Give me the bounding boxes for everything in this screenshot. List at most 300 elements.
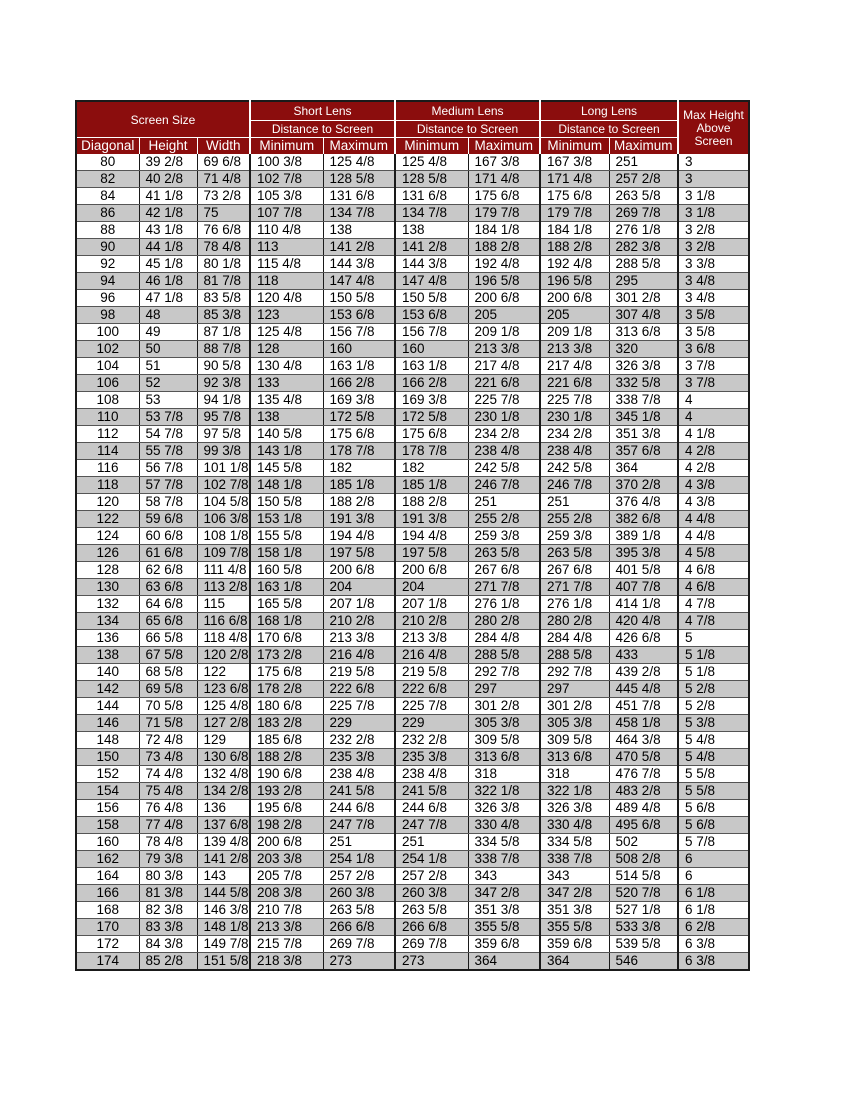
short-min-cell: 113 <box>250 239 323 256</box>
long-min-cell: 355 5/8 <box>540 919 609 936</box>
width-cell: 146 3/8 <box>197 902 250 919</box>
short-max-cell: 200 6/8 <box>323 562 395 579</box>
short-min-cell: 175 6/8 <box>250 664 323 681</box>
long-max-cell: 527 1/8 <box>609 902 678 919</box>
max-height-cell: 3 4/8 <box>678 273 749 290</box>
height-cell: 77 4/8 <box>139 817 197 834</box>
medium-max-cell: 355 5/8 <box>468 919 540 936</box>
medium-min-cell: 160 <box>395 341 468 358</box>
long-max-cell: 376 4/8 <box>609 494 678 511</box>
long-min-cell: 192 4/8 <box>540 256 609 273</box>
short-max-cell: 125 4/8 <box>323 154 395 171</box>
short-min-cell: 153 1/8 <box>250 511 323 528</box>
short-min-cell: 110 4/8 <box>250 222 323 239</box>
medium-min-cell: 232 2/8 <box>395 732 468 749</box>
medium-max-cell: 364 <box>468 953 540 971</box>
diagonal-cell: 124 <box>76 528 139 545</box>
medium-max-cell: 318 <box>468 766 540 783</box>
diagonal-cell: 110 <box>76 409 139 426</box>
width-cell: 76 6/8 <box>197 222 250 239</box>
medium-max-cell: 225 7/8 <box>468 392 540 409</box>
height-cell: 44 1/8 <box>139 239 197 256</box>
long-min-cell: 255 2/8 <box>540 511 609 528</box>
medium-max-cell: 359 6/8 <box>468 936 540 953</box>
short-min-cell: 143 1/8 <box>250 443 323 460</box>
short-min-cell: 170 6/8 <box>250 630 323 647</box>
short-min-cell: 145 5/8 <box>250 460 323 477</box>
height-cell: 83 3/8 <box>139 919 197 936</box>
height-column-header: Height <box>139 138 197 155</box>
long-max-column-header: Maximum <box>609 138 678 155</box>
long-min-cell: 267 6/8 <box>540 562 609 579</box>
medium-min-column-header: Minimum <box>395 138 468 155</box>
medium-max-cell: 209 1/8 <box>468 324 540 341</box>
height-cell: 52 <box>139 375 197 392</box>
long-min-cell: 230 1/8 <box>540 409 609 426</box>
medium-min-cell: 200 6/8 <box>395 562 468 579</box>
max-height-cell: 5 6/8 <box>678 817 749 834</box>
diagonal-cell: 100 <box>76 324 139 341</box>
short-max-cell: 153 6/8 <box>323 307 395 324</box>
short-max-cell: 147 4/8 <box>323 273 395 290</box>
short-max-cell: 150 5/8 <box>323 290 395 307</box>
medium-max-cell: 297 <box>468 681 540 698</box>
width-cell: 88 7/8 <box>197 341 250 358</box>
table-row <box>76 579 749 596</box>
medium-min-cell: 188 2/8 <box>395 494 468 511</box>
long-min-cell: 234 2/8 <box>540 426 609 443</box>
medium-lens-distance-header: Distance to Screen <box>395 121 540 138</box>
short-max-cell: 197 5/8 <box>323 545 395 562</box>
width-cell: 130 6/8 <box>197 749 250 766</box>
medium-min-cell: 175 6/8 <box>395 426 468 443</box>
short-min-cell: 173 2/8 <box>250 647 323 664</box>
diagonal-cell: 114 <box>76 443 139 460</box>
short-max-cell: 144 3/8 <box>323 256 395 273</box>
short-max-cell: 232 2/8 <box>323 732 395 749</box>
medium-min-cell: 138 <box>395 222 468 239</box>
max-height-cell: 5 2/8 <box>678 698 749 715</box>
max-height-cell: 4 3/8 <box>678 477 749 494</box>
width-cell: 104 5/8 <box>197 494 250 511</box>
width-cell: 95 7/8 <box>197 409 250 426</box>
short-max-cell: 207 1/8 <box>323 596 395 613</box>
table-row <box>76 426 749 443</box>
medium-max-cell: 234 2/8 <box>468 426 540 443</box>
short-max-cell: 213 3/8 <box>323 630 395 647</box>
height-cell: 39 2/8 <box>139 154 197 171</box>
long-max-cell: 489 4/8 <box>609 800 678 817</box>
medium-max-cell: 238 4/8 <box>468 443 540 460</box>
medium-min-cell: 213 3/8 <box>395 630 468 647</box>
diagonal-cell: 118 <box>76 477 139 494</box>
table-row <box>76 477 749 494</box>
diagonal-cell: 122 <box>76 511 139 528</box>
max-height-cell: 3 3/8 <box>678 256 749 273</box>
width-cell: 136 <box>197 800 250 817</box>
max-height-cell: 4 <box>678 409 749 426</box>
height-cell: 50 <box>139 341 197 358</box>
short-min-cell: 120 4/8 <box>250 290 323 307</box>
medium-max-cell: 246 7/8 <box>468 477 540 494</box>
table-row <box>76 392 749 409</box>
table-row <box>76 562 749 579</box>
table-row <box>76 732 749 749</box>
medium-max-cell: 259 3/8 <box>468 528 540 545</box>
medium-min-cell: 269 7/8 <box>395 936 468 953</box>
medium-max-cell: 188 2/8 <box>468 239 540 256</box>
short-max-cell: 254 1/8 <box>323 851 395 868</box>
medium-max-cell: 351 3/8 <box>468 902 540 919</box>
medium-min-cell: 178 7/8 <box>395 443 468 460</box>
long-max-cell: 382 6/8 <box>609 511 678 528</box>
short-max-cell: 238 4/8 <box>323 766 395 783</box>
diagonal-cell: 90 <box>76 239 139 256</box>
height-cell: 85 2/8 <box>139 953 197 971</box>
width-cell: 118 4/8 <box>197 630 250 647</box>
long-min-cell: 305 3/8 <box>540 715 609 732</box>
short-min-cell: 148 1/8 <box>250 477 323 494</box>
short-min-cell: 100 3/8 <box>250 154 323 171</box>
medium-min-cell: 260 3/8 <box>395 885 468 902</box>
medium-max-cell: 301 2/8 <box>468 698 540 715</box>
medium-max-column-header: Maximum <box>468 138 540 155</box>
medium-max-cell: 213 3/8 <box>468 341 540 358</box>
long-max-cell: 257 2/8 <box>609 171 678 188</box>
height-cell: 69 5/8 <box>139 681 197 698</box>
short-max-cell: 128 5/8 <box>323 171 395 188</box>
long-max-cell: 426 6/8 <box>609 630 678 647</box>
diagonal-cell: 156 <box>76 800 139 817</box>
width-cell: 113 2/8 <box>197 579 250 596</box>
long-max-cell: 439 2/8 <box>609 664 678 681</box>
long-min-cell: 238 4/8 <box>540 443 609 460</box>
long-min-cell: 297 <box>540 681 609 698</box>
width-cell: 94 1/8 <box>197 392 250 409</box>
short-min-cell: 178 2/8 <box>250 681 323 698</box>
table-row <box>76 511 749 528</box>
max-height-cell: 3 7/8 <box>678 358 749 375</box>
height-cell: 51 <box>139 358 197 375</box>
long-min-cell: 225 7/8 <box>540 392 609 409</box>
width-cell: 92 3/8 <box>197 375 250 392</box>
long-max-cell: 326 3/8 <box>609 358 678 375</box>
medium-max-cell: 175 6/8 <box>468 188 540 205</box>
medium-min-cell: 156 7/8 <box>395 324 468 341</box>
max-height-header: Max Height Above Screen <box>678 101 749 154</box>
long-lens-distance-header: Distance to Screen <box>540 121 678 138</box>
short-min-cell: 183 2/8 <box>250 715 323 732</box>
short-max-cell: 175 6/8 <box>323 426 395 443</box>
short-min-cell: 205 7/8 <box>250 868 323 885</box>
max-height-cell: 6 3/8 <box>678 953 749 971</box>
table-row <box>76 613 749 630</box>
max-height-cell: 5 1/8 <box>678 647 749 664</box>
short-min-cell: 130 4/8 <box>250 358 323 375</box>
width-cell: 143 <box>197 868 250 885</box>
long-max-cell: 539 5/8 <box>609 936 678 953</box>
long-min-cell: 242 5/8 <box>540 460 609 477</box>
long-min-cell: 292 7/8 <box>540 664 609 681</box>
long-min-cell: 167 3/8 <box>540 154 609 171</box>
diagonal-cell: 98 <box>76 307 139 324</box>
height-cell: 45 1/8 <box>139 256 197 273</box>
max-height-cell: 6 1/8 <box>678 885 749 902</box>
table-body <box>76 154 749 970</box>
width-cell: 109 7/8 <box>197 545 250 562</box>
long-min-cell: 213 3/8 <box>540 341 609 358</box>
short-max-cell: 138 <box>323 222 395 239</box>
max-height-cell: 3 7/8 <box>678 375 749 392</box>
short-min-cell: 200 6/8 <box>250 834 323 851</box>
long-max-cell: 458 1/8 <box>609 715 678 732</box>
height-cell: 84 3/8 <box>139 936 197 953</box>
diagonal-cell: 136 <box>76 630 139 647</box>
long-max-cell: 433 <box>609 647 678 664</box>
short-max-cell: 273 <box>323 953 395 971</box>
medium-max-cell: 242 5/8 <box>468 460 540 477</box>
short-max-cell: 169 3/8 <box>323 392 395 409</box>
height-cell: 76 4/8 <box>139 800 197 817</box>
long-min-cell: 221 6/8 <box>540 375 609 392</box>
table-row <box>76 358 749 375</box>
short-max-cell: 182 <box>323 460 395 477</box>
max-height-cell: 3 2/8 <box>678 239 749 256</box>
long-min-cell: 171 4/8 <box>540 171 609 188</box>
diagonal-cell: 154 <box>76 783 139 800</box>
height-cell: 46 1/8 <box>139 273 197 290</box>
medium-min-cell: 251 <box>395 834 468 851</box>
long-max-cell: 470 5/8 <box>609 749 678 766</box>
diagonal-cell: 106 <box>76 375 139 392</box>
short-max-cell: 185 1/8 <box>323 477 395 494</box>
table-row <box>76 188 749 205</box>
medium-max-cell: 251 <box>468 494 540 511</box>
diagonal-cell: 160 <box>76 834 139 851</box>
short-max-cell: 160 <box>323 341 395 358</box>
medium-max-cell: 255 2/8 <box>468 511 540 528</box>
long-min-cell: 284 4/8 <box>540 630 609 647</box>
medium-max-cell: 305 3/8 <box>468 715 540 732</box>
table-row <box>76 341 749 358</box>
height-cell: 55 7/8 <box>139 443 197 460</box>
diagonal-cell: 138 <box>76 647 139 664</box>
diagonal-cell: 140 <box>76 664 139 681</box>
diagonal-cell: 116 <box>76 460 139 477</box>
medium-max-cell: 347 2/8 <box>468 885 540 902</box>
short-min-cell: 210 7/8 <box>250 902 323 919</box>
long-max-cell: 332 5/8 <box>609 375 678 392</box>
height-cell: 42 1/8 <box>139 205 197 222</box>
medium-min-cell: 207 1/8 <box>395 596 468 613</box>
medium-min-cell: 144 3/8 <box>395 256 468 273</box>
medium-min-cell: 241 5/8 <box>395 783 468 800</box>
medium-min-cell: 238 4/8 <box>395 766 468 783</box>
width-cell: 85 3/8 <box>197 307 250 324</box>
height-cell: 80 3/8 <box>139 868 197 885</box>
short-min-cell: 125 4/8 <box>250 324 323 341</box>
short-min-cell: 163 1/8 <box>250 579 323 596</box>
height-cell: 40 2/8 <box>139 171 197 188</box>
long-min-cell: 313 6/8 <box>540 749 609 766</box>
height-cell: 74 4/8 <box>139 766 197 783</box>
height-cell: 54 7/8 <box>139 426 197 443</box>
height-cell: 57 7/8 <box>139 477 197 494</box>
screen-size-header: Screen Size <box>76 101 250 138</box>
height-cell: 58 7/8 <box>139 494 197 511</box>
short-max-cell: 131 6/8 <box>323 188 395 205</box>
max-height-cell: 6 2/8 <box>678 919 749 936</box>
long-min-column-header: Minimum <box>540 138 609 155</box>
max-height-cell: 4 <box>678 392 749 409</box>
short-max-cell: 263 5/8 <box>323 902 395 919</box>
table-row <box>76 681 749 698</box>
medium-max-cell: 230 1/8 <box>468 409 540 426</box>
medium-max-cell: 322 1/8 <box>468 783 540 800</box>
long-max-cell: 476 7/8 <box>609 766 678 783</box>
long-min-cell: 322 1/8 <box>540 783 609 800</box>
short-max-cell: 188 2/8 <box>323 494 395 511</box>
medium-max-cell: 309 5/8 <box>468 732 540 749</box>
max-height-cell: 4 2/8 <box>678 443 749 460</box>
diagonal-cell: 80 <box>76 154 139 171</box>
table-row <box>76 375 749 392</box>
max-height-cell: 5 4/8 <box>678 749 749 766</box>
width-cell: 83 5/8 <box>197 290 250 307</box>
height-cell: 63 6/8 <box>139 579 197 596</box>
long-max-cell: 364 <box>609 460 678 477</box>
table-row <box>76 324 749 341</box>
width-cell: 99 3/8 <box>197 443 250 460</box>
short-max-column-header: Maximum <box>323 138 395 155</box>
long-max-cell: 320 <box>609 341 678 358</box>
max-height-cell: 3 1/8 <box>678 188 749 205</box>
short-max-cell: 191 3/8 <box>323 511 395 528</box>
width-cell: 80 1/8 <box>197 256 250 273</box>
table-row <box>76 868 749 885</box>
long-max-cell: 269 7/8 <box>609 205 678 222</box>
medium-min-cell: 147 4/8 <box>395 273 468 290</box>
short-max-cell: 134 7/8 <box>323 205 395 222</box>
table-row <box>76 222 749 239</box>
max-height-cell: 4 1/8 <box>678 426 749 443</box>
width-cell: 116 6/8 <box>197 613 250 630</box>
diagonal-cell: 168 <box>76 902 139 919</box>
long-min-cell: 259 3/8 <box>540 528 609 545</box>
long-min-cell: 351 3/8 <box>540 902 609 919</box>
table-row <box>76 715 749 732</box>
long-min-cell: 209 1/8 <box>540 324 609 341</box>
diagonal-cell: 134 <box>76 613 139 630</box>
medium-max-cell: 196 5/8 <box>468 273 540 290</box>
height-cell: 48 <box>139 307 197 324</box>
height-cell: 79 3/8 <box>139 851 197 868</box>
long-max-cell: 276 1/8 <box>609 222 678 239</box>
medium-min-cell: 225 7/8 <box>395 698 468 715</box>
long-min-cell: 179 7/8 <box>540 205 609 222</box>
long-max-cell: 401 5/8 <box>609 562 678 579</box>
max-height-cell: 5 3/8 <box>678 715 749 732</box>
short-min-cell: 150 5/8 <box>250 494 323 511</box>
short-min-cell: 185 6/8 <box>250 732 323 749</box>
width-cell: 78 4/8 <box>197 239 250 256</box>
table-row <box>76 664 749 681</box>
medium-max-cell: 292 7/8 <box>468 664 540 681</box>
table-row <box>76 902 749 919</box>
long-max-cell: 464 3/8 <box>609 732 678 749</box>
diagonal-cell: 112 <box>76 426 139 443</box>
long-min-cell: 364 <box>540 953 609 971</box>
table-row <box>76 749 749 766</box>
height-cell: 43 1/8 <box>139 222 197 239</box>
long-max-cell: 407 7/8 <box>609 579 678 596</box>
table-row <box>76 919 749 936</box>
height-cell: 41 1/8 <box>139 188 197 205</box>
table-row <box>76 409 749 426</box>
short-lens-distance-header: Distance to Screen <box>250 121 395 138</box>
short-min-cell: 180 6/8 <box>250 698 323 715</box>
max-height-cell: 6 1/8 <box>678 902 749 919</box>
height-cell: 70 5/8 <box>139 698 197 715</box>
width-cell: 97 5/8 <box>197 426 250 443</box>
medium-min-cell: 244 6/8 <box>395 800 468 817</box>
short-max-cell: 225 7/8 <box>323 698 395 715</box>
long-max-cell: 288 5/8 <box>609 256 678 273</box>
max-height-cell: 4 6/8 <box>678 579 749 596</box>
table-row <box>76 290 749 307</box>
short-min-cell: 203 3/8 <box>250 851 323 868</box>
long-max-cell: 395 3/8 <box>609 545 678 562</box>
diagonal-cell: 150 <box>76 749 139 766</box>
height-cell: 82 3/8 <box>139 902 197 919</box>
short-max-cell: 141 2/8 <box>323 239 395 256</box>
table-row <box>76 528 749 545</box>
table-row <box>76 256 749 273</box>
table-row <box>76 460 749 477</box>
long-min-cell: 276 1/8 <box>540 596 609 613</box>
height-cell: 60 6/8 <box>139 528 197 545</box>
width-cell: 75 <box>197 205 250 222</box>
height-cell: 73 4/8 <box>139 749 197 766</box>
long-min-cell: 196 5/8 <box>540 273 609 290</box>
width-cell: 71 4/8 <box>197 171 250 188</box>
width-cell: 81 7/8 <box>197 273 250 290</box>
width-cell: 125 4/8 <box>197 698 250 715</box>
width-cell: 144 5/8 <box>197 885 250 902</box>
medium-max-cell: 276 1/8 <box>468 596 540 613</box>
short-lens-header: Short Lens <box>250 101 395 121</box>
width-cell: 122 <box>197 664 250 681</box>
short-min-column-header: Minimum <box>250 138 323 155</box>
table-row <box>76 494 749 511</box>
medium-min-cell: 182 <box>395 460 468 477</box>
long-max-cell: 546 <box>609 953 678 971</box>
width-cell: 132 4/8 <box>197 766 250 783</box>
medium-min-cell: 247 7/8 <box>395 817 468 834</box>
long-max-cell: 389 1/8 <box>609 528 678 545</box>
short-max-cell: 156 7/8 <box>323 324 395 341</box>
medium-min-cell: 134 7/8 <box>395 205 468 222</box>
short-min-cell: 158 1/8 <box>250 545 323 562</box>
max-height-cell: 3 5/8 <box>678 307 749 324</box>
diagonal-cell: 86 <box>76 205 139 222</box>
max-height-cell: 5 4/8 <box>678 732 749 749</box>
table-row <box>76 239 749 256</box>
long-min-cell: 271 7/8 <box>540 579 609 596</box>
short-min-cell: 140 5/8 <box>250 426 323 443</box>
height-cell: 53 <box>139 392 197 409</box>
long-min-cell: 251 <box>540 494 609 511</box>
